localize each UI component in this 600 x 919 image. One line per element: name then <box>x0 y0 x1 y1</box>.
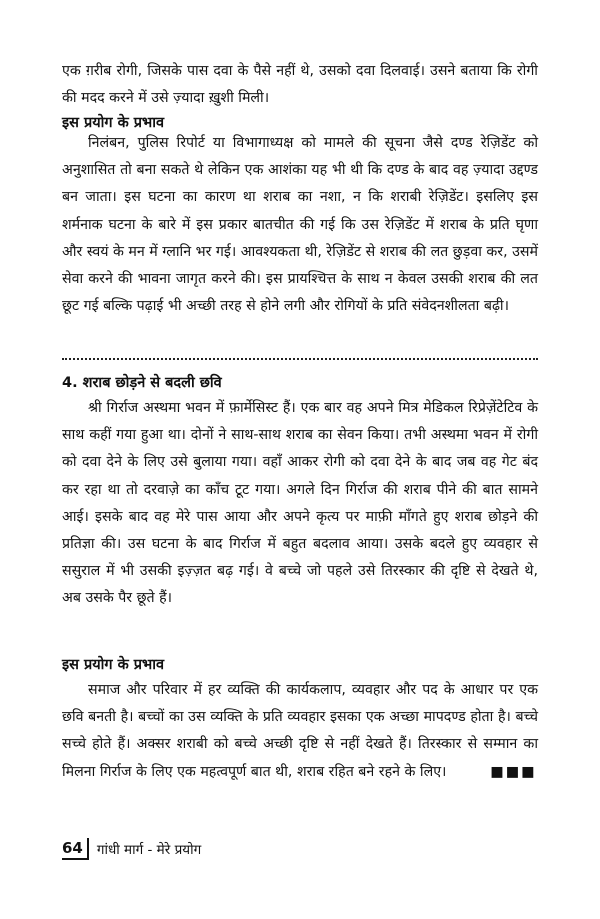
end-of-section-marks: ■■■ <box>490 763 537 780</box>
effects-paragraph-2 <box>62 677 538 786</box>
page-footer <box>62 838 201 860</box>
effects-heading-1: इस प्रयोग के प्रभाव <box>62 115 165 131</box>
section-4-title: 4. शराब छोड़ने से बदली छवि <box>62 375 222 391</box>
page-number: 64 <box>62 838 89 860</box>
effects-heading-2: इस प्रयोग के प्रभाव <box>62 657 165 673</box>
intro-paragraph: एक ग़रीब रोगी, जिसके पास दवा के पैसे नहीं थे, उसको दवा दिलवाई। उसने बताया कि रोगी की मदद करने में उसे ज़्यादा ख़ुशी मिली। <box>62 63 538 107</box>
book-title: गांधी मार्ग - मेरे प्रयोग <box>96 842 202 858</box>
section-divider <box>62 358 538 360</box>
story-paragraph: श्री गिर्राज अस्थमा भवन में फ़ार्मेसिस्ट हैं। एक बार वह अपने मित्र मेडिकल रिप्रेज़ेंटेटिव के साथ कहीं गया हुआ था। दोनों ने साथ-साथ शराब का सेवन किया। तभी अस्थमा भवन में रोगी को दवा देने के लिए उसे बुलाया गया। वहाँ आकर रोगी को दवा देने के बाद जब वह गेट बंद कर रहा था तो दरवाज़े का काँच टूट गया। अगले दिन गिर्राज की शराब पीने की बात सामने आई। इसके बाद वह मेरे पास आया और अपने कृत्य पर माफ़ी माँगते हुए शराब छोड़ने की प्रतिज्ञा की। उस घटना के बाद गिर्राज में बहुत बदलाव आया। उसके बदले हुए व्यवहार से ससुराल में भी उसकी इज़्ज़त बढ़ गई। वे बच्चे जो पहले उसे तिरस्कार की दृष्टि से देखते थे, अब उसके पैर छूते हैं। <box>62 400 538 607</box>
effects-paragraph-2-text: समाज और परिवार में हर व्यक्ति की कार्यकलाप, व्यवहार और पद के आधार पर एक छवि बनती है। बच्चों का उस व्यक्ति के प्रति व्यवहार इसका एक अच्छा मापदण्ड होता है। बच्चे सच्चे होते हैं। अक्सर शराबी को बच्चे अच्छी दृष्टि से नहीं देखते हैं। तिरस्कार से सम्मान का मिलना गिर्राज के लिए एक महत्वपूर्ण बात थी, शराब रहित बने रहने के लिए। <box>62 682 538 780</box>
effects-paragraph-1: निलंबन, पुलिस रिपोर्ट या विभागाध्यक्ष को मामले की सूचना जैसे दण्ड रेज़िडेंट को अनुशासित तो बना सकते थे लेकिन एक आशंका यह भी थी कि दण्ड के बाद वह ज़्यादा उद्दण्ड बन जाता। इस घटना का कारण था शराब का नशा, न कि शराबी रेज़िडेंट। इसलिए इस शर्मनाक घटना के बारे में इस प्रकार बातचीत की गई कि उस रेज़िडेंट में शराब के प्रति घृणा और स्वयं के मन में ग्लानि भर गई। आवश्यकता थी, रेज़िडेंट से शराब की लत छुड़वा कर, उसमें सेवा करने की भावना जागृत करने की। इस प्रायश्चित्त के साथ न केवल उसकी शराब की लत छूट गई बल्कि पढ़ाई भी अच्छी तरह से होने लगी और रोगियों के प्रति संवेदनशीलता बढ़ी। <box>62 135 538 315</box>
